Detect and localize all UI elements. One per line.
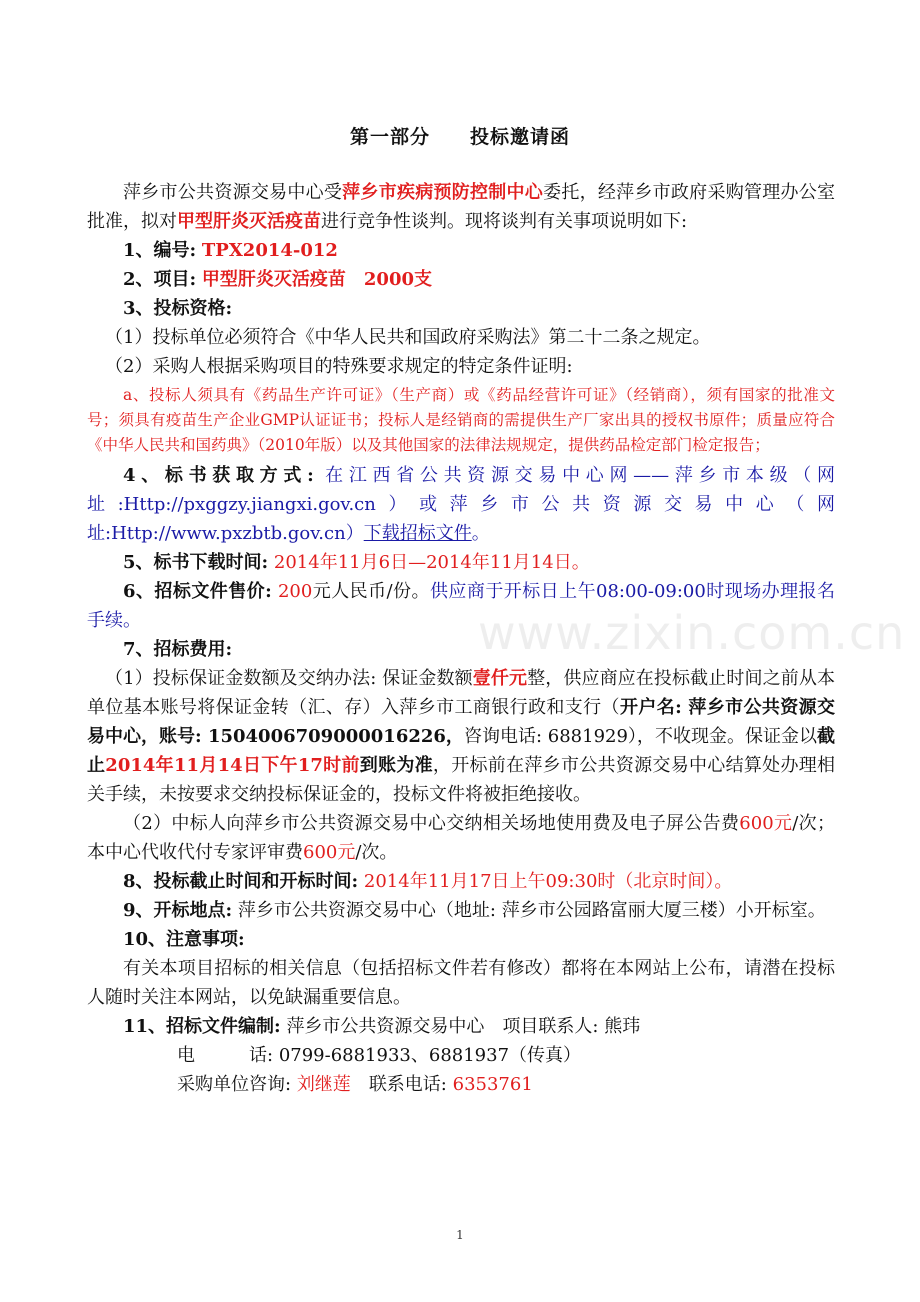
section-7: 7、招标费用: bbox=[123, 639, 233, 660]
project-item: 甲型肝炎灭活疫苗 2000支 bbox=[201, 269, 433, 290]
download-link[interactable]: 下载招标文件 bbox=[363, 523, 472, 544]
section-3-item-a: a、投标人须具有《药品生产许可证》（生产商）或《药品经营许可证》（经销商），须有国家的批准文号；须具有疫苗生产企业GMP认证证书；投标人是经销商的需提供生产厂家出具的授权书原件；质量应符合《中华人民共和国药典》（2010年版）以及其他国家的法律法规规定，提供药品检定部门检定报告； bbox=[87, 386, 835, 454]
section-7-item-1: （1）投标保证金数额及交纳办法: 保证金数额壹仟元整，供应商应在投标截止时间之前从本单位基本账号将保证金转（汇、存）入萍乡市工商银行政和支行（开户名: 萍乡市公共资源交易中心，账号: 1504006709000016226，咨询电话: 6881929），不收现金。保证金以截止2014年11月14日下午17时前到账为准，开标前在萍乡市公共资源交易中心结算处办理相关手续，未按要求交纳投标保证金的，投标文件将被拒绝接收。 bbox=[87, 668, 836, 805]
bank-account: 开户名: 萍乡市公共资源交易中心，账号: 1504006709000016226， bbox=[87, 697, 835, 747]
section-6: 6、招标文件售价: 200元人民币/份。供应商于开标日上午08:00-09:00时现场办理报名手续。 bbox=[87, 581, 835, 631]
section-4: 4、标书获取方式: 在江西省公共资源交易中心网——萍乡市本级（网址:Http://pxggzy.jiangxi.gov.cn）或萍乡市公共资源交易中心（网址:Http://www.pxzbtb.gov.cn）下载招标文件。 bbox=[87, 465, 835, 544]
section-7-item-2: （2）中标人向萍乡市公共资源交易中心交纳相关场地使用费及电子屏公告费600元/次；本中心代收代付专家评审费600元/次。 bbox=[87, 813, 835, 863]
section-1: 1、编号: TPX2014-012 bbox=[123, 240, 338, 261]
section-10: 10、注意事项: bbox=[123, 929, 245, 950]
project-contact: 熊玮 bbox=[604, 1016, 641, 1037]
bid-deadline: 2014年11月17日上午09:30时（北京时间）。 bbox=[363, 871, 733, 892]
product-name: 甲型肝炎灭活疫苗 bbox=[177, 211, 321, 232]
intro-paragraph: 萍乡市公共资源交易中心受萍乡市疾病预防控制中心委托，经萍乡市政府采购管理办公室批准，拟对甲型肝炎灭活疫苗进行竞争性谈判。现将谈判有关事项说明如下: bbox=[87, 182, 836, 232]
project-code: TPX2014-012 bbox=[201, 240, 338, 261]
section-2: 2、项目: 甲型肝炎灭活疫苗 2000支 bbox=[123, 269, 433, 290]
section-3-item-2: （2）采购人根据采购项目的特殊要求规定的特定条件证明: bbox=[105, 356, 573, 377]
title-name: 投标邀请函 bbox=[470, 126, 571, 148]
section-5: 5、标书下载时间: 2014年11月6日—2014年11月14日。 bbox=[123, 552, 590, 573]
watermark: www.zixin.com.cn bbox=[478, 606, 906, 660]
download-period: 2014年11月6日—2014年11月14日。 bbox=[273, 552, 590, 573]
section-9: 9、开标地点: 萍乡市公共资源交易中心（地址: 萍乡市公园路富丽大厦三楼）小开标室。 bbox=[123, 900, 826, 921]
section-3-item-1: （1）投标单位必须符合《中华人民共和国政府采购法》第二十二条之规定。 bbox=[105, 327, 711, 348]
section-8: 8、投标截止时间和开标时间: 2014年11月17日上午09:30时（北京时间）。 bbox=[123, 871, 733, 892]
section-3: 3、投标资格: bbox=[123, 298, 233, 319]
client-name: 萍乡市疾病预防控制中心 bbox=[342, 182, 544, 203]
title-part: 第一部分 bbox=[349, 126, 430, 148]
deposit-deadline: 2014年11月14日下午17时前 bbox=[105, 755, 360, 776]
document-price: 200 bbox=[277, 581, 313, 602]
section-11: 11、招标文件编制: 萍乡市公共资源交易中心 项目联系人: 熊玮 bbox=[123, 1016, 641, 1037]
review-fee: 600元 bbox=[303, 842, 356, 863]
section-10-text: 有关本项目招标的相关信息（包括招标文件若有修改）都将在本网站上公布，请潜在投标人随时关注本网站，以免缺漏重要信息。 bbox=[87, 958, 835, 1008]
contact-phone: 电 话: 0799-6881933、6881937（传真） bbox=[177, 1045, 582, 1066]
venue-fee: 600元 bbox=[739, 813, 793, 834]
page-title bbox=[0, 122, 920, 149]
bid-venue: 萍乡市公共资源交易中心（地址: 萍乡市公园路富丽大厦三楼）小开标室。 bbox=[237, 900, 826, 921]
page-number: 1 bbox=[456, 1228, 464, 1242]
buyer-contact: 采购单位咨询: 刘继莲 联系电话: 6353761 bbox=[177, 1074, 533, 1095]
deposit-amount: 壹仟元 bbox=[472, 668, 528, 689]
